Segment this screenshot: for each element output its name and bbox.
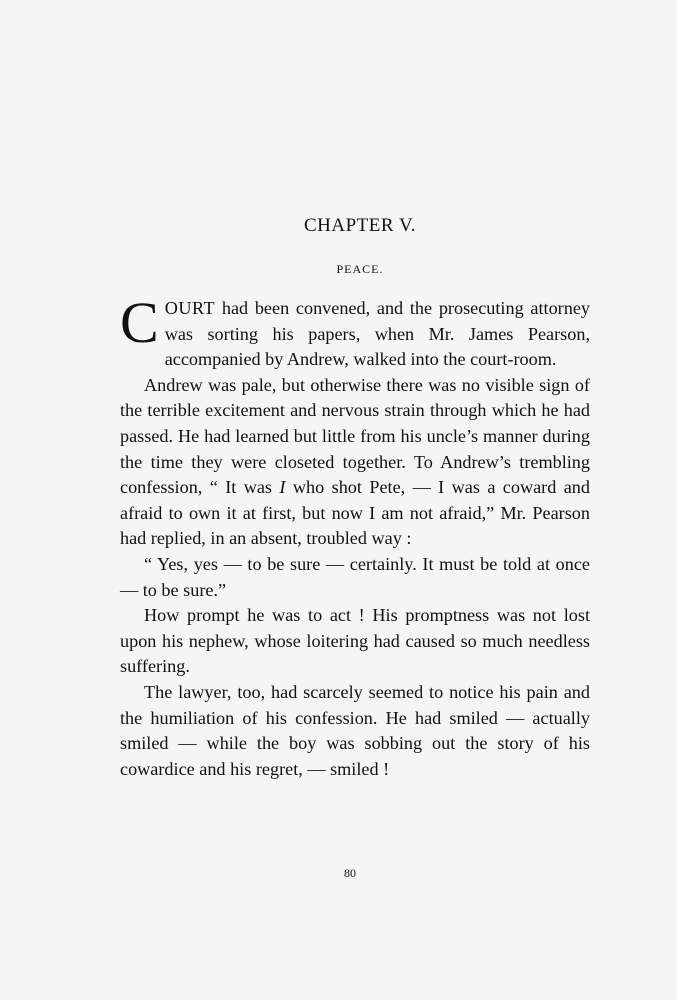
opening-word-rest: OURT xyxy=(164,298,216,318)
chapter-subtitle: PEACE. xyxy=(336,262,384,276)
page-number: 80 xyxy=(344,866,356,880)
paragraph-5: The lawyer, too, had scarcely seemed to notice his pain and the humiliation of his confession. He had smiled — actually smiled — while the boy was sobbing out the story of his cowardice and his regret, — smiled ! xyxy=(120,681,590,779)
drop-cap: C xyxy=(120,290,159,355)
paragraph-1 xyxy=(120,290,590,373)
paragraph-4: How prompt he was to act ! His promptness was not lost upon his nephew, whose loitering had caused so much needless suffering. xyxy=(120,605,590,677)
paragraph-2-italic: I xyxy=(279,477,286,498)
chapter-title: CHAPTER V. xyxy=(304,215,416,236)
body-text xyxy=(120,290,590,782)
paragraph-2-text-rest: who shot Pete, — I was a coward and afraid to own it at first, but now I am not afraid,” Mr. Pearson had replied, in an absent, troubled way : xyxy=(120,477,590,549)
paragraph-3: “ Yes, yes — to be sure — certainly. It must be told at once — to be sure.” xyxy=(120,553,590,600)
paragraph-2-text: Andrew was pale, but otherwise there was no visible sign of the terrible excitement and nervous strain through which he had passed. He had learned but little from his uncle’s manner during the time they were closeted together. To Andrew’s trembling confession, “ It was xyxy=(120,374,590,498)
paragraph-1-text: had been convened, and the prosecuting attorney was sorting his papers, when Mr. James Pearson, accompanied by Andrew, walked into the court-room. xyxy=(164,298,590,370)
paragraph-2 xyxy=(120,373,590,552)
